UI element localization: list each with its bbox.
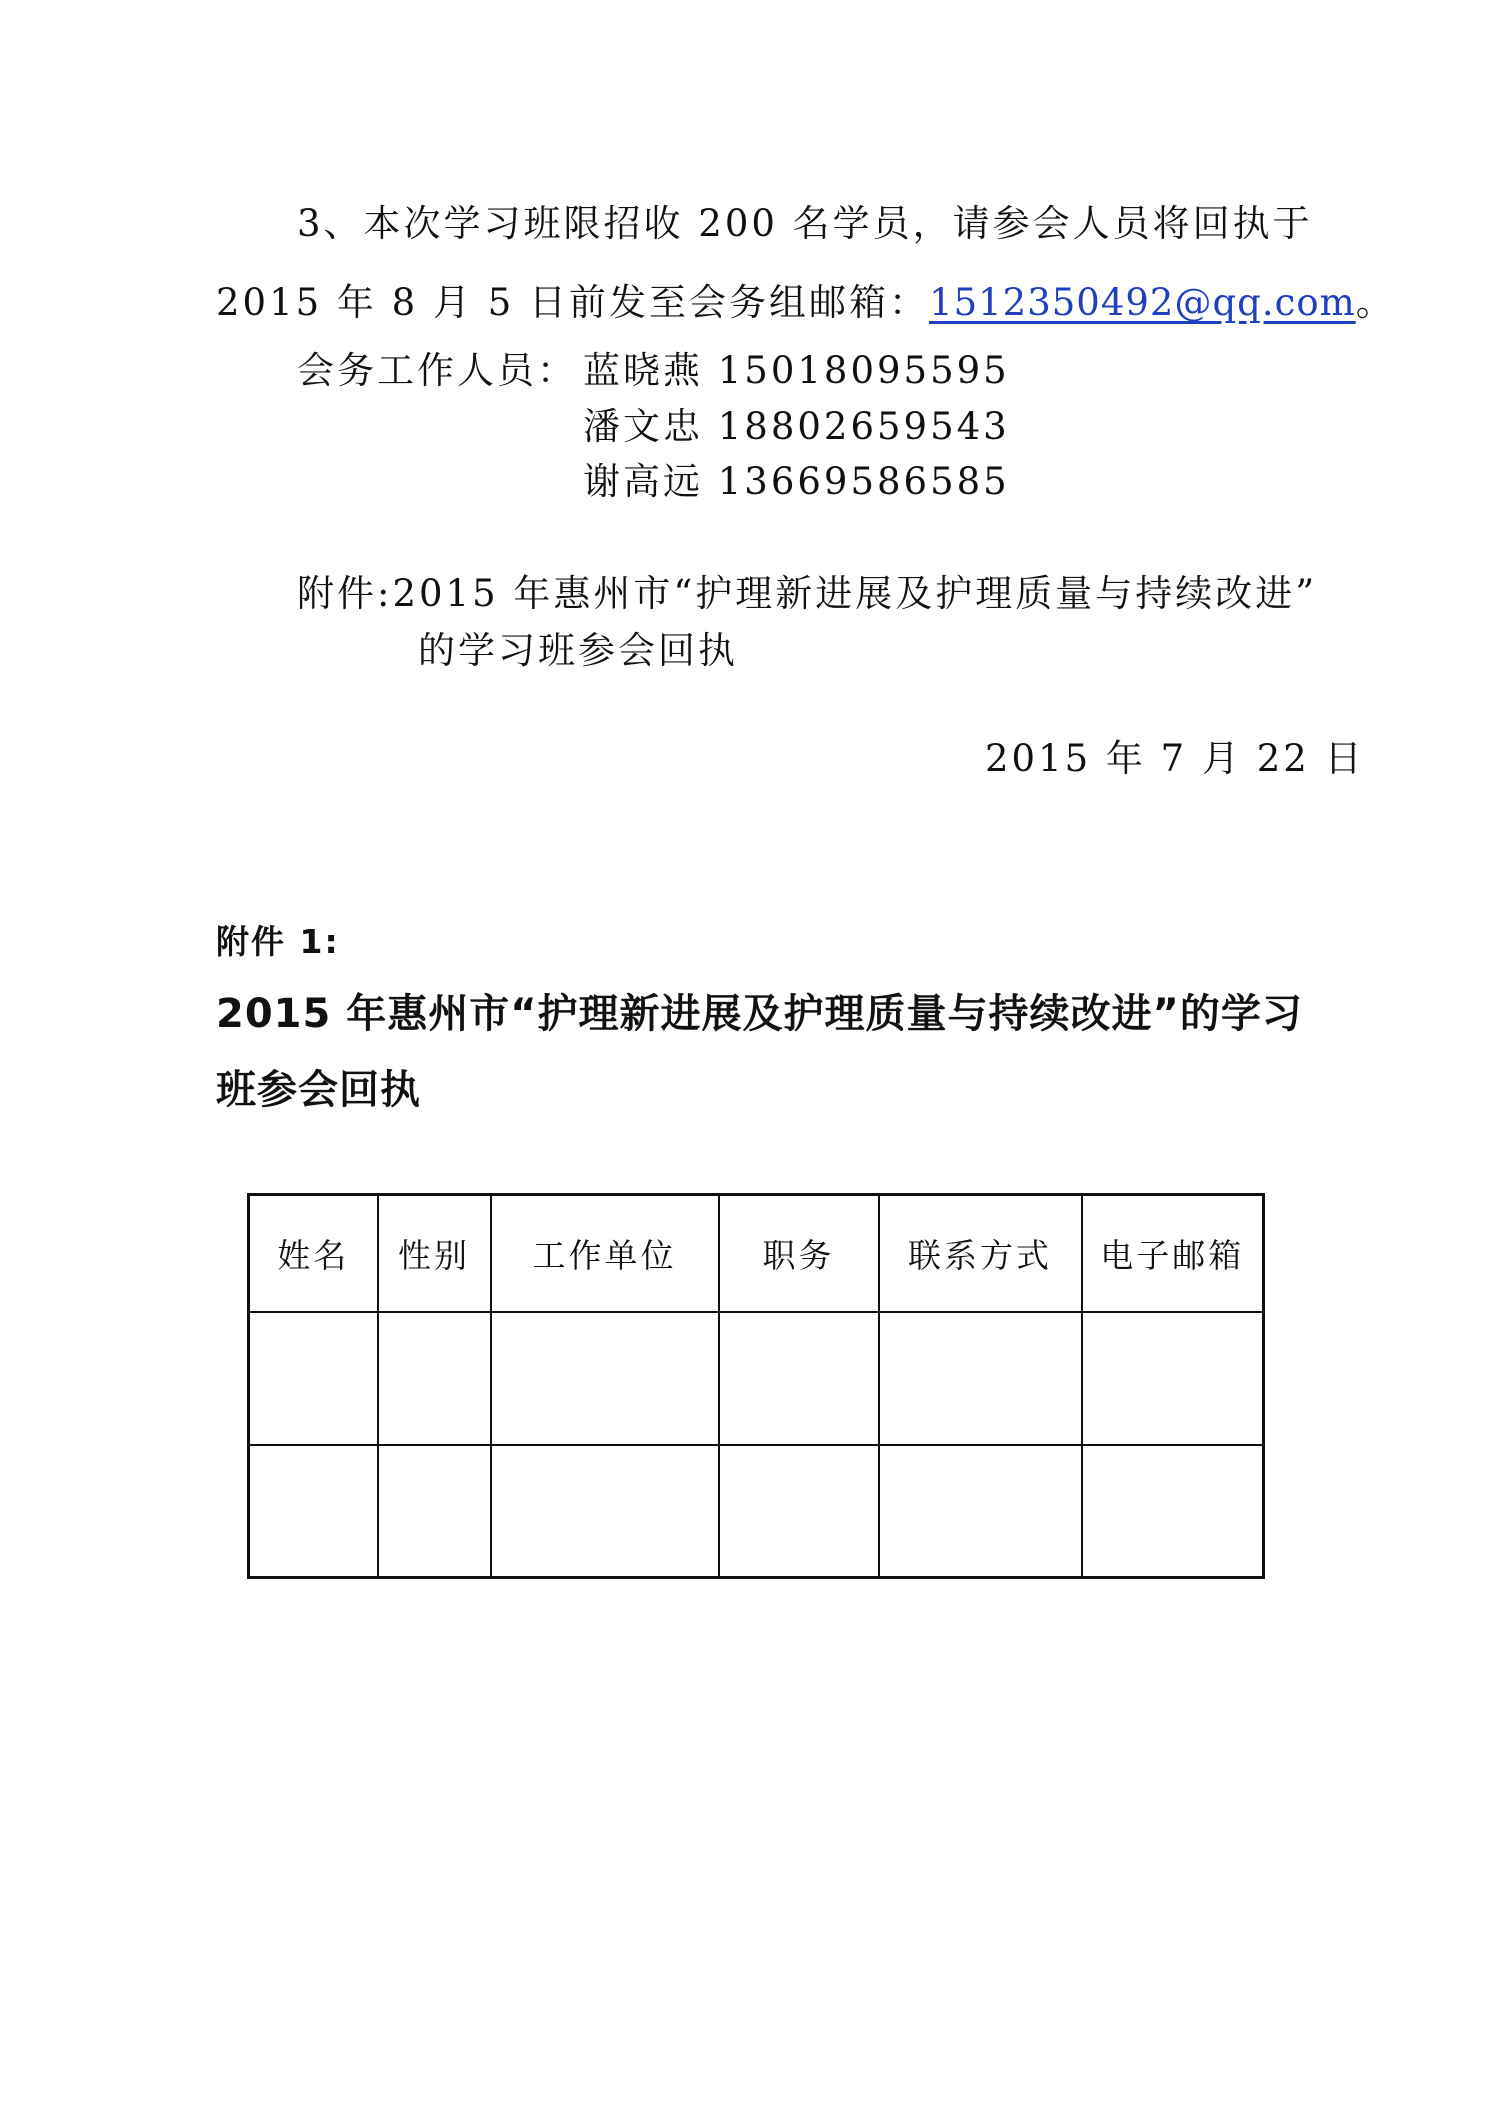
table-cell[interactable] (1082, 1312, 1264, 1445)
header-name: 姓名 (249, 1195, 378, 1312)
staff-name: 潘文忠 (583, 405, 703, 448)
email-link[interactable]: 1512350492@qq.com (929, 281, 1356, 324)
table-row (249, 1312, 1264, 1445)
staff-label: 会务工作人员： (297, 349, 577, 392)
sentence-end: 。 (1355, 281, 1396, 324)
staff-entry (583, 405, 1010, 448)
staff-name: 蓝晓燕 (583, 349, 703, 392)
attachment-title-line-2: 班参会回执 (216, 1067, 421, 1113)
attachment-note-line-2: 的学习班参会回执 (418, 629, 738, 672)
table-cell[interactable] (378, 1445, 491, 1578)
staff-entry (583, 349, 1010, 392)
staff-phone: 15018095595 (717, 349, 1010, 392)
header-gender: 性别 (378, 1195, 491, 1312)
staff-phone: 18802659543 (717, 405, 1010, 448)
receipt-table (247, 1193, 1265, 1579)
table-cell[interactable] (491, 1312, 719, 1445)
header-work-unit: 工作单位 (491, 1195, 719, 1312)
table-cell[interactable] (719, 1312, 879, 1445)
table-cell[interactable] (719, 1445, 879, 1578)
staff-name: 谢高远 (583, 460, 703, 503)
attachment-label: 附件 1: (216, 922, 340, 961)
table-cell[interactable] (1082, 1445, 1264, 1578)
notice-item-3-line-2 (216, 281, 1396, 324)
table-cell[interactable] (249, 1445, 378, 1578)
issue-date: 2015 年 7 月 22 日 (985, 737, 1365, 780)
header-email: 电子邮箱 (1082, 1195, 1264, 1312)
staff-entry (583, 460, 1010, 503)
table-cell[interactable] (879, 1312, 1082, 1445)
table-header-row (249, 1195, 1264, 1312)
staff-phone: 13669586585 (717, 460, 1010, 503)
table-cell[interactable] (249, 1312, 378, 1445)
table-row (249, 1445, 1264, 1578)
notice-item-3-line-1: 3、本次学习班限招收 200 名学员，请参会人员将回执于 (297, 202, 1313, 245)
table-cell[interactable] (378, 1312, 491, 1445)
deadline-text: 2015 年 8 月 5 日前发至会务组邮箱： (216, 281, 930, 324)
header-position: 职务 (719, 1195, 879, 1312)
table-cell[interactable] (491, 1445, 719, 1578)
attachment-note-line-1: 附件:2015 年惠州市“护理新进展及护理质量与持续改进” (297, 572, 1318, 615)
header-contact: 联系方式 (879, 1195, 1082, 1312)
table-cell[interactable] (879, 1445, 1082, 1578)
attachment-title-line-1: 2015 年惠州市“护理新进展及护理质量与持续改进”的学习 (216, 991, 1303, 1037)
